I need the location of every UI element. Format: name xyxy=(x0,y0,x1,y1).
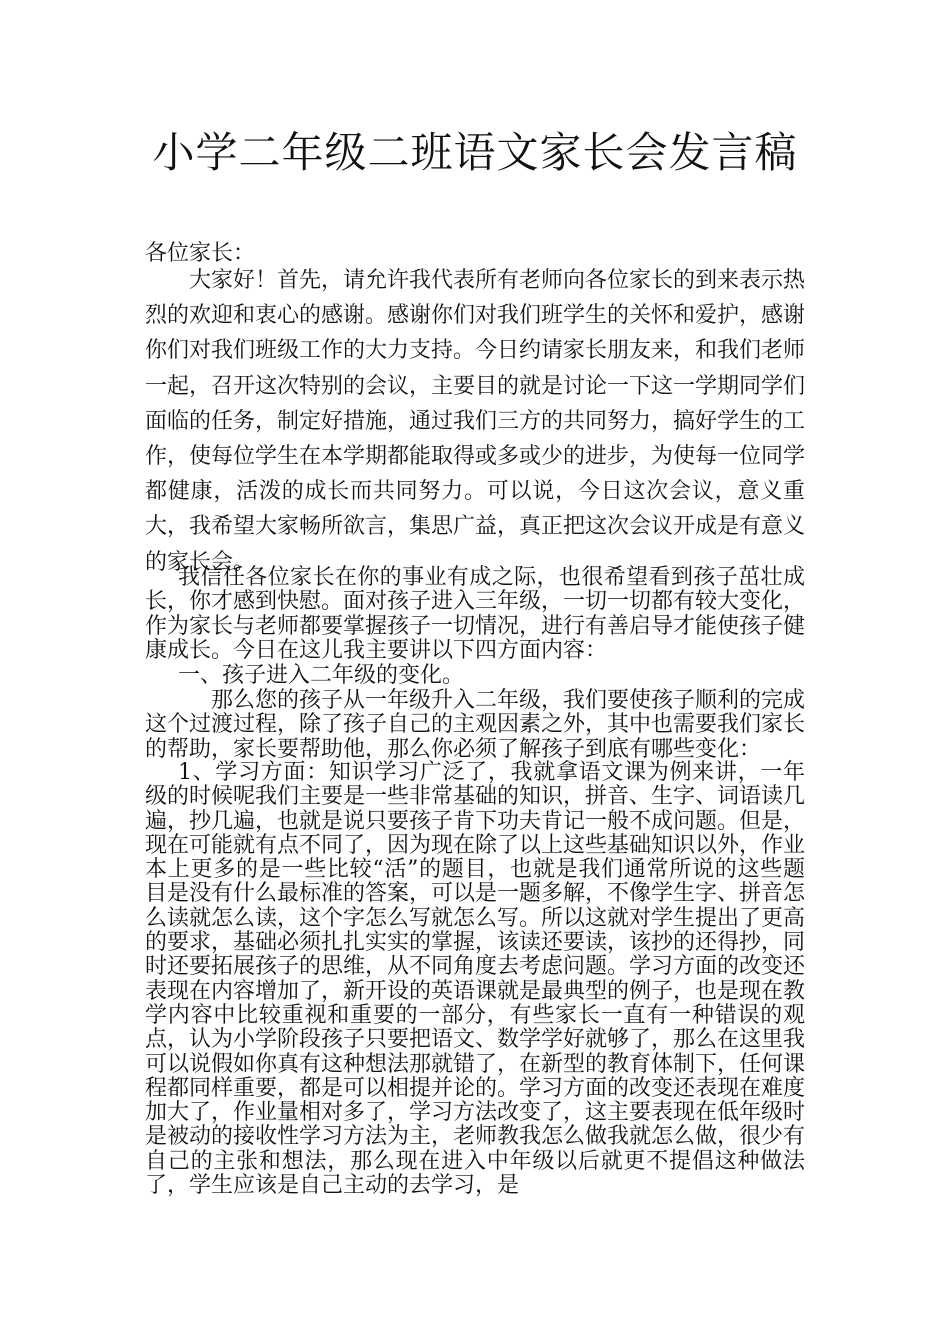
document-title: 小学二年级二班语文家长会发言稿 xyxy=(152,128,798,177)
section-heading-changes: 一、孩子进入二年级的变化。 xyxy=(178,663,465,688)
paragraph-study-aspect: 1、学习方面：知识学习广泛了，我就拿语文课为例来讲，一年级的时候呢我们主要是一些非常基础的知识，拼音、生字、词语读几遍，抄几遍，也就是说只要孩子肯下功夫肯记一般不成问题。但是，现在可能就有点不同了，因为现在除了以上这些基础知识以外，作业本上更多的是一些比较“活”的题目，也就是我们通常所说的这些题目是没有什么最标准的答案，可以是一题多解，不像学生字、拼音怎么读就怎么读，这个字怎么写就怎么写。所以这就对学生提出了更高的要求，基础必须扎扎实实的掌握，该读还要读，该抄的还得抄，同时还要拓展孩子的思维，从不同角度去考虑问题。学习方面的改变还表现在内容增加了，新开设的英语课就是最典型的例子，也是现在教学内容中比较重视和重要的一部分，有些家长一直有一种错误的观点，认为小学阶段孩子只要把语文、数学学好就够了，那么在这里我可以说假如你真有这种想法那就错了，在新型的教育体制下，任何课程都同样重要，都是可以相提并论的。学习方面的改变还表现在难度加大了，作业量相对多了，学习方法改变了，这主要表现在低年级时是被动的接收性学习方法为主，老师教我怎么做我就怎么做，很少有自己的主张和想法，那么现在进入中年级以后就更不提倡这种做法了，学生应该是自己主动的去学习，是 xyxy=(145,760,806,1199)
salutation: 各位家长： xyxy=(145,241,256,266)
paragraph-trust: 我信任各位家长在你的事业有成之际，也很希望看到孩子茁壮成长，你才感到快慰。面对孩子进入三年级，一切一切都有较大变化，作为家长与老师都要掌握孩子一切情况，进行有善启导才能使孩子健康成长。今日在这儿我主要讲以下四方面内容： xyxy=(145,565,806,663)
paragraph-welcome: 大家好！首先，请允许我代表所有老师向各位家长的到来表示热烈的欢迎和衷心的感谢。感谢你们对我们班学生的关怀和爱护，感谢你们对我们班级工作的大力支持。今日约请家长朋友来，和我们老师一起，召开这次特别的会议，主要目的就是讨论一下这一学期同学们面临的任务，制定好措施，通过我们三方的共同努力，搞好学生的工作，使每位学生在本学期都能取得或多或少的进步，为使每一位同学都健康，活泼的成长而共同努力。可以说，今日这次会议，意义重大，我希望大家畅所欲言，集思广益，真正把这次会议开成是有意义的家长会。 xyxy=(145,268,806,575)
paragraph-transition: 那么您的孩子从一年级升入二年级，我们要使孩子顺利的完成这个过渡过程，除了孩子自己的主观因素之外，其中也需要我们家长的帮助，家长要帮助他，那么你必须了解孩子到底有哪些变化： xyxy=(145,688,806,762)
